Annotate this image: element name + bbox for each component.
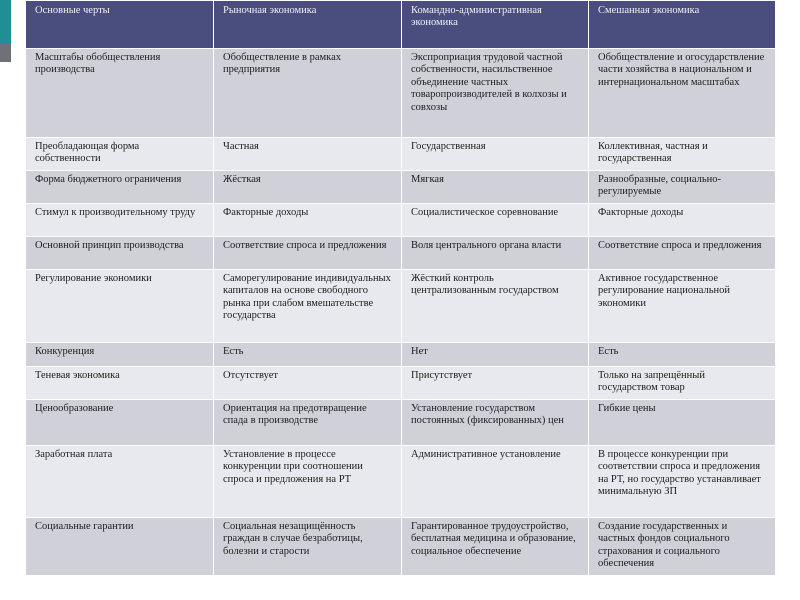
command-cell: Воля центрального органа власти: [402, 237, 589, 270]
mixed-cell: Создание государственных и частных фондов социального страхования и социального обеспечения: [589, 518, 776, 576]
table-row: [26, 138, 776, 171]
market-cell: Соответствие спроса и предложения: [214, 237, 402, 270]
feature-cell: Масштабы обобществления производства: [26, 49, 214, 138]
command-cell: Жёсткий контроль централизованным государством: [402, 270, 589, 343]
market-cell: Установление в процессе конкуренции при соотношении спроса и предложения на РТ: [214, 446, 402, 518]
header-cell: Командно-административная экономика: [402, 1, 589, 49]
mixed-cell: В процессе конкуренции при соответствии спроса и предложения на РТ, но государство устанавливает минимальную ЗП: [589, 446, 776, 518]
mixed-cell: Коллективная, частная и государственная: [589, 138, 776, 171]
feature-cell: Основной принцип производства: [26, 237, 214, 270]
mixed-cell: Есть: [589, 343, 776, 367]
table-row: [26, 400, 776, 446]
market-cell: Частная: [214, 138, 402, 171]
table-row: [26, 343, 776, 367]
command-cell: Социалистическое соревнование: [402, 204, 589, 237]
market-cell: Факторные доходы: [214, 204, 402, 237]
command-cell: Установление государством постоянных (фиксированных) цен: [402, 400, 589, 446]
mixed-cell: Обобществление и огосударствление части хозяйства в национальном и интернациональном масштабах: [589, 49, 776, 138]
table-row: [26, 237, 776, 270]
feature-cell: Регулирование экономики: [26, 270, 214, 343]
market-cell: Обобществление в рамках предприятия: [214, 49, 402, 138]
header-cell: Основные черты: [26, 1, 214, 49]
mixed-cell: Только на запрещённый государством товар: [589, 367, 776, 400]
command-cell: Административное установление: [402, 446, 589, 518]
header-cell: Рыночная экономика: [214, 1, 402, 49]
accent-bar-teal: [0, 0, 11, 44]
feature-cell: Теневая экономика: [26, 367, 214, 400]
market-cell: Социальная незащищённость граждан в случае безработицы, болезни и старости: [214, 518, 402, 576]
header-cell: Смешанная экономика: [589, 1, 776, 49]
market-cell: Есть: [214, 343, 402, 367]
feature-cell: Преобладающая форма собственности: [26, 138, 214, 171]
table-header-row: [26, 1, 776, 49]
feature-cell: Ценообразование: [26, 400, 214, 446]
market-cell: Саморегулирование индивидуальных капиталов на основе свободного рынка при слабом вмешательстве государства: [214, 270, 402, 343]
table-row: [26, 171, 776, 204]
feature-cell: Социальные гарантии: [26, 518, 214, 576]
command-cell: Присутствует: [402, 367, 589, 400]
economy-comparison-table: [25, 0, 776, 576]
mixed-cell: Гибкие цены: [589, 400, 776, 446]
feature-cell: Стимул к производительному труду: [26, 204, 214, 237]
command-cell: Экспроприация трудовой частной собственности, насильственное объединение частных товаропроизводителей в колхозы и совхозы: [402, 49, 589, 138]
mixed-cell: Активное государственное регулирование национальной экономики: [589, 270, 776, 343]
mixed-cell: Факторные доходы: [589, 204, 776, 237]
command-cell: Мягкая: [402, 171, 589, 204]
table-row: [26, 518, 776, 576]
market-cell: Жёсткая: [214, 171, 402, 204]
table-row: [26, 49, 776, 138]
feature-cell: Форма бюджетного ограничения: [26, 171, 214, 204]
table-row: [26, 446, 776, 518]
command-cell: Государственная: [402, 138, 589, 171]
feature-cell: Конкуренция: [26, 343, 214, 367]
table-row: [26, 204, 776, 237]
mixed-cell: Разнообразные, социально-регулируемые: [589, 171, 776, 204]
market-cell: Отсутствует: [214, 367, 402, 400]
mixed-cell: Соответствие спроса и предложения: [589, 237, 776, 270]
feature-cell: Заработная плата: [26, 446, 214, 518]
command-cell: Гарантированное трудоустройство, бесплатная медицина и образование, социальное обеспечение: [402, 518, 589, 576]
command-cell: Нет: [402, 343, 589, 367]
table-row: [26, 367, 776, 400]
table-row: [26, 270, 776, 343]
accent-bar-gray: [0, 44, 11, 62]
market-cell: Ориентация на предотвращение спада в производстве: [214, 400, 402, 446]
